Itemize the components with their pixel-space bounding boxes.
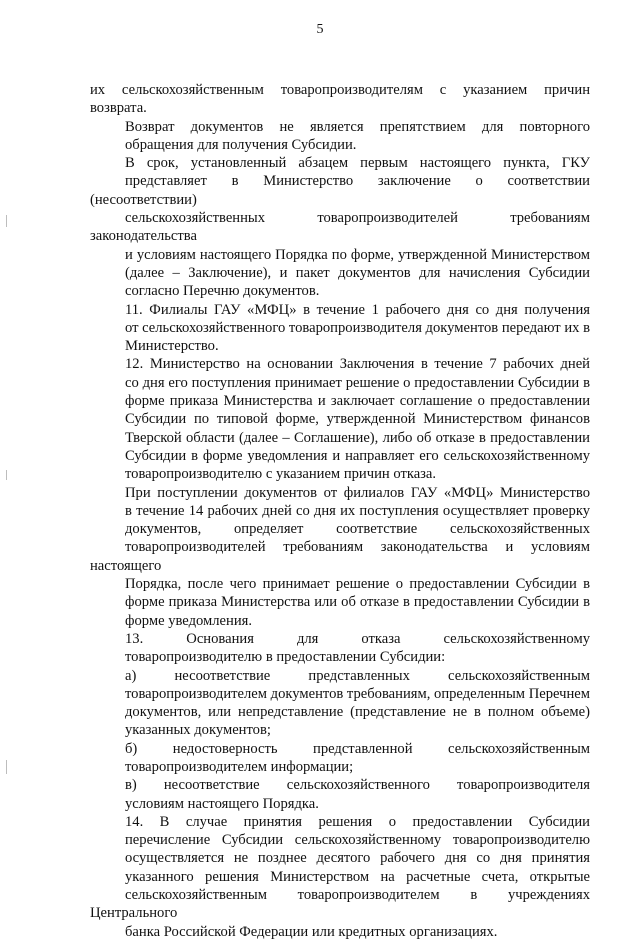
paragraph bbox=[90, 484, 590, 630]
text-line: указанных документов; bbox=[125, 722, 271, 739]
text-line: Субсидии в форме уведомления и направляет его сельскохозяйственному bbox=[125, 447, 590, 464]
text-line: условиям настоящего Порядка. bbox=[125, 795, 319, 812]
text-line: товаропроизводителем документов требованиям, определенным Перечнем bbox=[125, 685, 590, 702]
paragraph bbox=[90, 118, 590, 155]
page-number: 5 bbox=[316, 22, 324, 37]
text-line: При поступлении документов от филиалов ГАУ «МФЦ» Министерство bbox=[125, 484, 590, 501]
text-line: сельскохозяйственным товаропроизводителем в учреждениях Центрального bbox=[90, 887, 590, 922]
text-line: 12. Министерство на основании Заключения в течение 7 рабочих дней bbox=[125, 356, 590, 373]
text-line: сельскохозяйственных товаропроизводителей требованиям законодательства bbox=[90, 210, 590, 245]
text-line: 13. Основания для отказа сельскохозяйственному bbox=[125, 630, 590, 647]
text-line: согласно Перечню документов. bbox=[125, 283, 320, 300]
text-line: Возврат документов не является препятствием для повторного bbox=[125, 118, 590, 135]
text-line: (далее – Заключение), и пакет документов для начисления Субсидии bbox=[125, 264, 590, 281]
text-line: товаропроизводителем информации; bbox=[125, 758, 354, 775]
paragraph bbox=[90, 154, 590, 300]
text-line: Тверской области (далее – Соглашение), либо об отказе в предоставлении bbox=[125, 429, 590, 446]
text-line: Порядка, после чего принимает решение о предоставлении Субсидии в bbox=[125, 576, 590, 593]
text-line: их сельскохозяйственным товаропроизводителям с указанием причин bbox=[90, 82, 590, 98]
text-line: б) недостоверность представленной сельскохозяйственным bbox=[125, 740, 590, 757]
text-line: в) несоответствие сельскохозяйственного товаропроизводителя bbox=[125, 777, 590, 794]
text-line: обращения для получения Субсидии. bbox=[125, 136, 357, 153]
left-margin-mark-3 bbox=[6, 760, 7, 774]
document-body bbox=[90, 81, 590, 941]
text-line: документов, или непредставление (представление не в полном объеме) bbox=[125, 704, 590, 721]
paragraph bbox=[90, 301, 590, 356]
text-line: возврата. bbox=[90, 100, 147, 117]
text-line: форме приказа Министерства и заключает соглашение о предоставлении bbox=[125, 393, 590, 410]
text-line: товаропроизводителю в предоставлении Субсидии: bbox=[125, 649, 446, 666]
text-line: документов, определяет соответствие сельскохозяйственных bbox=[125, 521, 590, 538]
text-line: банка Российской Федерации или кредитных организациях. bbox=[125, 923, 498, 940]
text-line: представляет в Министерство заключение о соответствии (несоответствии) bbox=[90, 173, 590, 208]
paragraph bbox=[90, 667, 590, 740]
text-line: В срок, установленный абзацем первым настоящего пункта, ГКУ bbox=[125, 155, 590, 172]
text-line: осуществляется не позднее десятого рабочего дня со дня принятия bbox=[125, 850, 590, 867]
paragraph bbox=[90, 81, 590, 118]
text-line: форме приказа Министерства или об отказе в предоставлении Субсидии в bbox=[125, 594, 590, 611]
text-line: а) несоответствие представленных сельскохозяйственным bbox=[125, 667, 590, 684]
paragraph bbox=[90, 630, 590, 667]
text-line: перечисление Субсидии сельскохозяйственному товаропроизводителю bbox=[125, 832, 590, 849]
left-margin-mark-1 bbox=[6, 215, 7, 227]
text-line: от сельскохозяйственного товаропроизводителя документов передают их в bbox=[125, 319, 590, 336]
paragraph bbox=[90, 355, 590, 483]
text-line: и условиям настоящего Порядка по форме, утвержденной Министерством bbox=[125, 246, 590, 263]
text-line: товаропроизводителю с указанием причин отказа. bbox=[125, 466, 437, 483]
paragraph bbox=[90, 776, 590, 813]
text-line: со дня его поступления принимает решение о предоставлении Субсидии в bbox=[125, 374, 590, 391]
paragraph bbox=[90, 813, 590, 941]
left-margin-mark-2 bbox=[6, 470, 7, 480]
text-line: товаропроизводителей требованиям законодательства и условиям настоящего bbox=[90, 539, 590, 574]
text-line: форме уведомления. bbox=[125, 612, 252, 629]
text-line: 11. Филиалы ГАУ «МФЦ» в течение 1 рабочего дня со дня получения bbox=[125, 301, 590, 318]
paragraph bbox=[90, 740, 590, 777]
text-line: 14. В случае принятия решения о предоставлении Субсидии bbox=[125, 813, 590, 830]
text-line: в течение 14 рабочих дней со дня их поступления осуществляет проверку bbox=[125, 502, 590, 519]
text-line: указанного решения Министерством на расчетные счета, открытые bbox=[125, 868, 590, 885]
text-line: Субсидии по типовой форме, утвержденной Министерством финансов bbox=[125, 411, 590, 428]
text-line: Министерство. bbox=[125, 338, 219, 355]
